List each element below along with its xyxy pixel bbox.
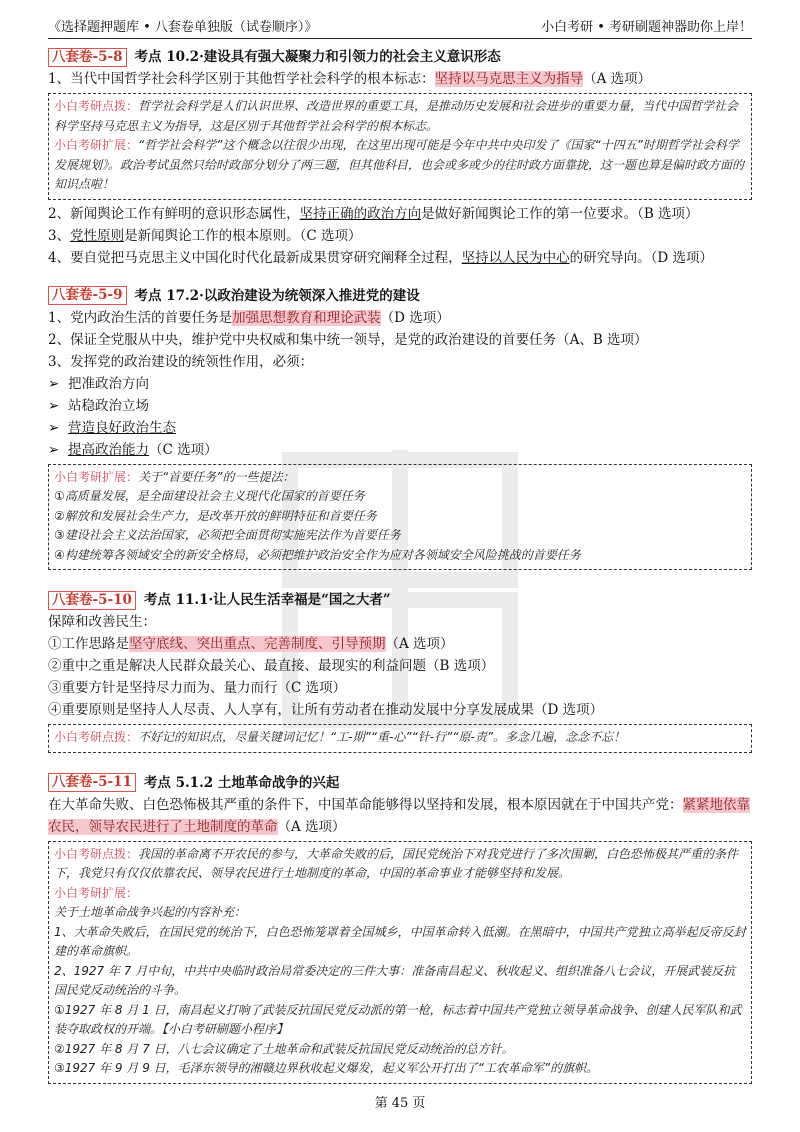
list-item: ➢ 提高政治能力（C 选项） [48,439,752,461]
page-header [48,14,752,39]
list-item: ③重要方针是坚持尽力而为、量力而行（C 选项） [48,680,347,696]
arrow-bullet-icon: ➢ [48,419,60,436]
highlight: 坚守底线、突出重点、完善制度、引导预期 [129,636,386,652]
tip-box: 小白考研点拨：哲学社会科学是人们认识世界、改造世界的重要工具，是推动历史发展和社会进步的重要力量，当代中国哲学社会科学坚持马克思主义为指导，这是区别于其他哲学社会科学的根本标志。 小白考研扩展：“哲学社会科学”这个概念以往很少出现，在这里出现可能是今年中共中央印发了《国家“十四五”时期哲学社会科学发展规划》。政治考试虽然只给时政部分划分了两三题，但其他科目，也会或多或少的往时政方面靠拢，这一题也算是偏时政方面的知识点啦！ [48,93,752,200]
highlight: 加强思想教育和理论武装 [232,309,381,326]
answer-line: 在大革命失败、白色恐怖极其严重的条件下，中国革命能够得以坚持和发展，根本原因就在于中国共产党：紧紧地依靠农民，领导农民进行了土地制度的革命（A 选项） [48,796,750,835]
tip-label: 小白考研点拨： [54,846,139,861]
section-tag: 八套卷-5-10 [48,591,136,610]
section-title: 考点 5.1.2 土地革命战争的兴起 [143,774,340,791]
section-header [48,772,752,794]
highlight: 坚持以马克思主义为指导 [434,71,584,87]
list-item: ②重中之重是解决人民群众最关心、最直接、最现实的利益问题（B 选项） [48,658,495,674]
header-left-title: 《选择题押题库 • 八套卷单独版（试卷顺序）》 [48,20,318,35]
list-item: ①工作思路是坚守底线、突出重点、完善制度、引导预期（A 选项） [48,636,454,652]
tip-label: 小白考研扩展： [54,469,139,484]
section-title: 考点 11.1·让人民生活幸福是“国之大者” [143,592,391,608]
section-tag: 八套卷-5-8 [48,48,127,67]
section-title: 考点 10.2·建设具有强大凝聚力和引领力的社会主义意识形态 [134,49,501,65]
answer-line: 1、当代中国哲学社会科学区别于其他哲学社会科学的根本标志：坚持以马克思主义为指导（A 选项） [48,71,652,87]
tip-box: 小白考研点拨：不好记的知识点，尽量关键词记忆！“工-期”“重-心”“针-行”“原-责”。多念几遍，念念不忘！ [48,724,752,753]
section-header [48,285,752,307]
arrow-bullet-icon: ➢ [48,441,60,458]
list-item: ➢ 营造良好政治生态 [48,417,752,439]
list-item: ④重要原则是坚持人人尽责、人人享有，让所有劳动者在推动发展中分享发展成果（D 选项） [48,702,604,718]
header-right-slogan: 小白考研 • 考研刷题神器助你上岸！ [541,20,752,35]
tip-label: 小白考研扩展： [54,885,139,900]
answer-line: 3、发挥党的政治建设的统领性作用，必须： [48,353,314,370]
answer-line: 4、要自觉把马克思主义中国化时代化最新成果贯穿研究阐释全过程，坚持以人民为中心的研究导向。（D 选项） [48,249,713,266]
answer-line: 2、保证全党服从中央，维护党中央权威和集中统一领导，是党的政治建设的首要任务（A、B 选项） [48,331,648,348]
tip-box: 小白考研点拨：我国的革命离不开农民的参与，大革命失败的后，国民党统治下对我党进行了多次围剿，白色恐怖极其严重的条件下，我党只有仅仅依靠农民、领导农民进行土地制度的革命，中国的革命事业才能够坚持和发展。 小白考研扩展： 关于土地革命战争兴起的内容补充： 1、大革命失败后，在国民党的统治下，白色恐怖笼罩着全国城乡，中国革命转入低潮。在黑暗中，中国共产党独立高举起反帝反封建的革命旗帜。 2、1927 年 7 月中旬，中共中央临时政治局常委决定的三件大事：准备南昌起义、秋收起义、组织准备八七会议，开展武装反抗国民党反动统治的斗争。 ①1927 年 8 月 1 日，南昌起义打响了武装反抗国民党反动派的第一枪，标志着中国共产党独立领导革命战争、创建人民军队和武装夺取政权的开端。【小白考研刷题小程序】 ②1927 年 8 月 7 日，八七会议确定了土地革命和武装反抗国民党反动统治的总方针。 ③1927 年 9 月 9 日，毛泽东领导的湘赣边界秋收起义爆发，起义军公开打出了“工农革命军”的旗帜。 [48,841,752,1084]
section-header [48,589,752,611]
answer-line: 2、新闻舆论工作有鲜明的意识形态属性，坚持正确的政治方向是做好新闻舆论工作的第一位要求。（B 选项） [48,205,699,222]
arrow-bullet-icon: ➢ [48,375,60,392]
section-tag: 八套卷-5-11 [48,773,136,792]
page-number: 第 45 页 [374,1096,426,1111]
answer-line: 保障和改善民生： [48,614,156,630]
list-item: ➢ 把准政治方向 [48,373,752,395]
list-item: ➢ 站稳政治立场 [48,395,752,417]
arrow-bullet-icon: ➢ [48,397,60,414]
tip-label: 小白考研点拨： [54,99,139,113]
tip-box: 小白考研扩展：关于“首要任务”的一些提法： ①高质量发展，是全面建设社会主义现代化国家的首要任务 ②解放和发展社会生产力，是改革开放的鲜明特征和首要任务 ③建设社会主义法治国家，必须把全面贯彻实施宪法作为首要任务 ④构建统筹各领域安全的新安全格局，必须把维护政治安全作为应对各领域安全风险挑战的首要任务 [48,464,752,571]
tip-label: 小白考研点拨： [54,730,139,744]
section-header [48,46,752,68]
answer-line: 1、党内政治生活的首要任务是加强思想教育和理论武装（D 选项） [48,309,450,326]
section-tag: 八套卷-5-9 [48,286,127,305]
page-content [48,44,752,1087]
answer-line: 3、党性原则是新闻舆论工作的根本原则。（C 选项） [48,227,362,244]
tip-label: 小白考研扩展： [54,138,139,152]
highlight: 紧紧地依靠农民，领导农民进行了土地制度的革命 [48,796,750,835]
section-title: 考点 17.2·以政治建设为统领深入推进党的建设 [134,287,420,304]
